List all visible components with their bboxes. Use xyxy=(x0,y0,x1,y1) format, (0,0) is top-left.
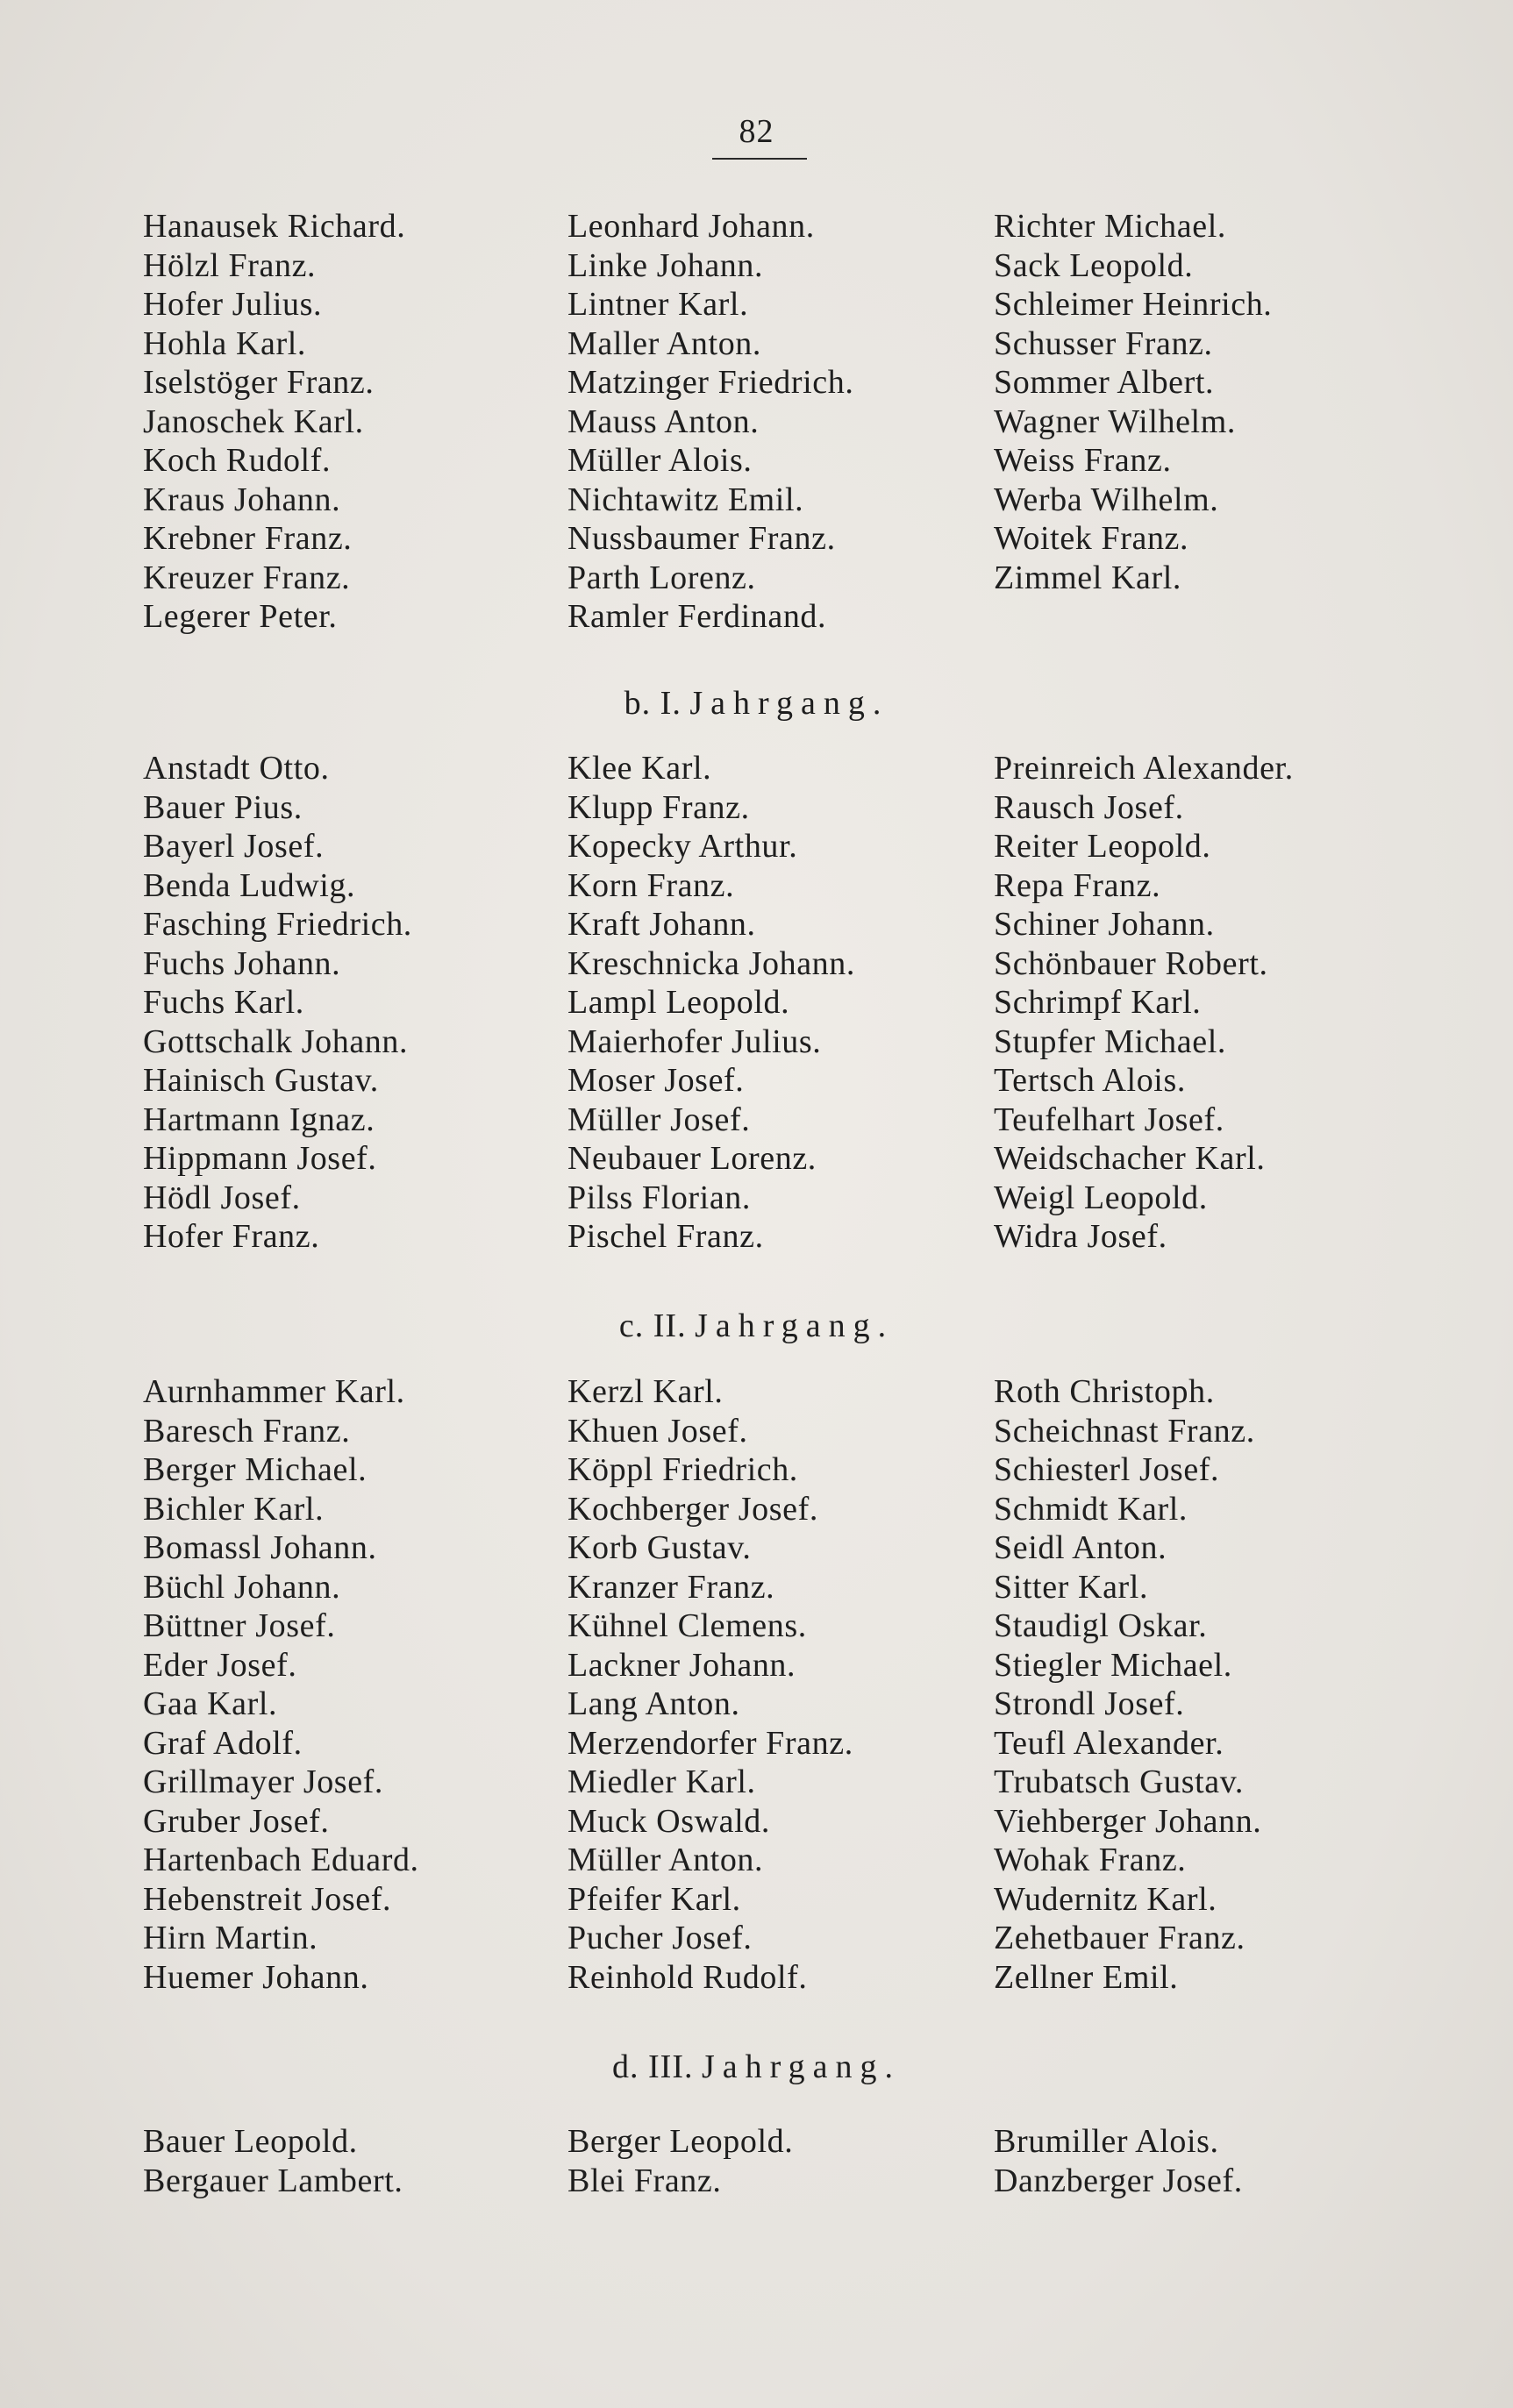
name-entry: Lackner Johann. xyxy=(567,1646,796,1684)
name-entry: Hippmann Josef. xyxy=(143,1140,377,1177)
name-entry: Krebner Franz. xyxy=(143,520,353,557)
name-entry: Repa Franz. xyxy=(994,866,1161,904)
column-2 xyxy=(567,2122,793,2200)
name-entry: Kraus Johann. xyxy=(143,481,341,518)
name-entry: Linke Johann. xyxy=(567,246,764,284)
name-entry: Schusser Franz. xyxy=(994,324,1213,362)
name-entry: Sack Leopold. xyxy=(994,246,1194,284)
section-c-heading-word: Jahrgang. xyxy=(695,1307,895,1344)
column-2 xyxy=(567,207,853,637)
name-entry: Weigl Leopold. xyxy=(994,1179,1208,1216)
name-entry: Wohak Franz. xyxy=(994,1842,1187,1878)
name-entry: Berger Leopold. xyxy=(567,2123,794,2160)
column-1 xyxy=(143,749,412,1257)
section-c-heading-prefix: c. II. xyxy=(618,1307,687,1344)
name-entry: Teufl Alexander. xyxy=(994,1724,1224,1762)
name-entry: Korn Franz. xyxy=(567,866,735,904)
name-entry: Pischel Franz. xyxy=(567,1218,764,1255)
section-d-heading xyxy=(0,2048,1513,2086)
name-entry: Sommer Albert. xyxy=(994,364,1215,401)
name-entry: Nussbaumer Franz. xyxy=(567,520,836,557)
name-entry: Nichtawitz Emil. xyxy=(567,481,804,518)
name-entry: Zehetbauer Franz. xyxy=(994,1920,1245,1956)
name-entry: Kerzl Karl. xyxy=(567,1373,724,1410)
name-entry: Stupfer Michael. xyxy=(994,1022,1226,1060)
name-entry: Merzendorfer Franz. xyxy=(567,1724,853,1762)
column-3 xyxy=(994,207,1272,597)
name-entry: Wudernitz Karl. xyxy=(994,1880,1217,1918)
name-entry: Blei Franz. xyxy=(567,2162,722,2199)
name-entry: Preinreich Alexander. xyxy=(994,750,1294,787)
name-entry: Eder Josef. xyxy=(143,1646,297,1684)
name-entry: Wagner Wilhelm. xyxy=(994,403,1236,440)
name-entry: Hohla Karl. xyxy=(143,324,306,362)
name-entry: Schönbauer Robert. xyxy=(994,944,1268,982)
name-entry: Büchl Johann. xyxy=(143,1568,341,1606)
name-entry: Reinhold Rudolf. xyxy=(567,1958,808,1996)
name-entry: Klee Karl. xyxy=(567,750,712,787)
name-entry: Fasching Friedrich. xyxy=(143,906,412,943)
name-entry: Klupp Franz. xyxy=(567,788,750,826)
name-entry: Matzinger Friedrich. xyxy=(567,364,854,401)
name-entry: Köppl Friedrich. xyxy=(567,1451,798,1488)
name-entry: Werba Wilhelm. xyxy=(994,481,1219,518)
name-entry: Bauer Leopold. xyxy=(143,2123,358,2160)
section-b-heading-word: Jahrgang. xyxy=(689,685,889,722)
name-entry: Miedler Karl. xyxy=(567,1763,756,1800)
name-entry: Legerer Peter. xyxy=(143,598,338,635)
name-entry: Lintner Karl. xyxy=(567,286,749,323)
name-entry: Bergauer Lambert. xyxy=(143,2162,403,2199)
name-entry: Bichler Karl. xyxy=(143,1490,325,1528)
name-entry: Huemer Johann. xyxy=(143,1958,369,1996)
name-entry: Weidschacher Karl. xyxy=(994,1140,1266,1177)
name-entry: Aurnhammer Karl. xyxy=(143,1373,405,1410)
name-entry: Moser Josef. xyxy=(567,1062,745,1099)
name-entry: Weiss Franz. xyxy=(994,442,1172,479)
name-entry: Zellner Emil. xyxy=(994,1958,1179,1996)
name-entry: Hirn Martin. xyxy=(143,1920,318,1956)
name-entry: Pilss Florian. xyxy=(567,1179,751,1216)
name-entry: Baresch Franz. xyxy=(143,1412,351,1450)
name-entry: Fuchs Karl. xyxy=(143,984,304,1021)
name-entry: Tertsch Alois. xyxy=(994,1062,1186,1099)
name-entry: Zimmel Karl. xyxy=(994,559,1182,596)
name-entry: Kühnel Clemens. xyxy=(567,1607,807,1644)
name-entry: Kranzer Franz. xyxy=(567,1568,775,1606)
section-c-heading xyxy=(0,1307,1513,1345)
page-number: 82 xyxy=(739,113,774,150)
name-entry: Viehberger Johann. xyxy=(994,1802,1262,1840)
name-entry: Scheichnast Franz. xyxy=(994,1412,1255,1450)
name-entry: Reiter Leopold. xyxy=(994,828,1211,865)
name-entry: Hanausek Richard. xyxy=(143,208,406,245)
name-entry: Schleimer Heinrich. xyxy=(994,286,1273,323)
column-3 xyxy=(994,749,1294,1257)
name-entry: Sitter Karl. xyxy=(994,1568,1149,1606)
name-entry: Korb Gustav. xyxy=(567,1529,752,1566)
name-entry: Pucher Josef. xyxy=(567,1920,753,1956)
name-entry: Lang Anton. xyxy=(567,1685,740,1722)
name-entry: Schiesterl Josef. xyxy=(994,1451,1220,1488)
name-entry: Teufelhart Josef. xyxy=(994,1101,1224,1138)
name-entry: Müller Alois. xyxy=(567,442,753,479)
name-entry: Stiegler Michael. xyxy=(994,1646,1232,1684)
section-d-heading-prefix: d. III. xyxy=(612,2048,694,2085)
name-entry: Seidl Anton. xyxy=(994,1529,1167,1566)
name-entry: Bauer Pius. xyxy=(143,788,303,826)
name-entry: Graf Adolf. xyxy=(143,1724,303,1762)
name-entry: Strondl Josef. xyxy=(994,1685,1185,1722)
page-number-rule xyxy=(712,158,807,160)
name-entry: Büttner Josef. xyxy=(143,1607,336,1644)
name-entry: Roth Christoph. xyxy=(994,1373,1215,1410)
name-entry: Kreschnicka Johann. xyxy=(567,944,855,982)
column-1 xyxy=(143,207,405,637)
section-b-heading-prefix: b. I. xyxy=(624,685,682,722)
name-entry: Hebenstreit Josef. xyxy=(143,1880,392,1918)
name-entry: Gruber Josef. xyxy=(143,1802,330,1840)
name-entry: Lampl Leopold. xyxy=(567,984,790,1021)
name-entry: Kochberger Josef. xyxy=(567,1490,818,1528)
name-entry: Maller Anton. xyxy=(567,324,761,362)
column-3 xyxy=(994,2122,1243,2200)
name-entry: Woitek Franz. xyxy=(994,520,1189,557)
name-entry: Brumiller Alois. xyxy=(994,2123,1219,2160)
name-entry: Rausch Josef. xyxy=(994,788,1184,826)
name-entry: Neubauer Lorenz. xyxy=(567,1140,817,1177)
name-entry: Maierhofer Julius. xyxy=(567,1022,822,1060)
name-entry: Schmidt Karl. xyxy=(994,1490,1188,1528)
name-entry: Benda Ludwig. xyxy=(143,866,356,904)
name-entry: Grillmayer Josef. xyxy=(143,1763,384,1800)
name-entry: Pfeifer Karl. xyxy=(567,1880,741,1918)
name-entry: Danzberger Josef. xyxy=(994,2162,1243,2199)
name-entry: Hölzl Franz. xyxy=(143,246,317,284)
name-entry: Mauss Anton. xyxy=(567,403,760,440)
name-entry: Bomassl Johann. xyxy=(143,1529,377,1566)
name-entry: Trubatsch Gustav. xyxy=(994,1763,1244,1800)
name-entry: Kopecky Arthur. xyxy=(567,828,798,865)
name-entry: Schrimpf Karl. xyxy=(994,984,1202,1021)
name-entry: Ramler Ferdinand. xyxy=(567,598,827,635)
name-entry: Parth Lorenz. xyxy=(567,559,756,596)
name-entry: Gottschalk Johann. xyxy=(143,1022,409,1060)
name-entry: Iselstöger Franz. xyxy=(143,364,375,401)
name-entry: Janoschek Karl. xyxy=(143,403,364,440)
name-entry: Gaa Karl. xyxy=(143,1685,278,1722)
name-entry: Berger Michael. xyxy=(143,1451,368,1488)
column-1 xyxy=(143,2122,403,2200)
name-entry: Hainisch Gustav. xyxy=(143,1062,379,1099)
name-entry: Bayerl Josef. xyxy=(143,828,325,865)
column-3 xyxy=(994,1372,1261,1997)
name-entry: Schiner Johann. xyxy=(994,906,1215,943)
name-entry: Muck Oswald. xyxy=(567,1802,770,1840)
column-2 xyxy=(567,749,855,1257)
name-entry: Müller Anton. xyxy=(567,1842,764,1878)
column-1 xyxy=(143,1372,419,1997)
name-entry: Hofer Franz. xyxy=(143,1218,320,1255)
section-d-heading-word: Jahrgang. xyxy=(701,2048,901,2085)
name-entry: Kraft Johann. xyxy=(567,906,756,943)
name-entry: Hartenbach Eduard. xyxy=(143,1842,419,1878)
name-entry: Hödl Josef. xyxy=(143,1179,301,1216)
name-entry: Koch Rudolf. xyxy=(143,442,332,479)
name-entry: Müller Josef. xyxy=(567,1101,751,1138)
name-entry: Anstadt Otto. xyxy=(143,750,330,787)
name-entry: Hofer Julius. xyxy=(143,286,323,323)
name-entry: Khuen Josef. xyxy=(567,1412,748,1450)
name-entry: Staudigl Oskar. xyxy=(994,1607,1208,1644)
name-entry: Richter Michael. xyxy=(994,208,1226,245)
name-entry: Kreuzer Franz. xyxy=(143,559,351,596)
section-b-heading xyxy=(0,684,1513,723)
column-2 xyxy=(567,1372,853,1997)
name-entry: Leonhard Johann. xyxy=(567,208,815,245)
name-entry: Hartmann Ignaz. xyxy=(143,1101,375,1138)
name-entry: Widra Josef. xyxy=(994,1218,1167,1255)
name-entry: Fuchs Johann. xyxy=(143,944,341,982)
